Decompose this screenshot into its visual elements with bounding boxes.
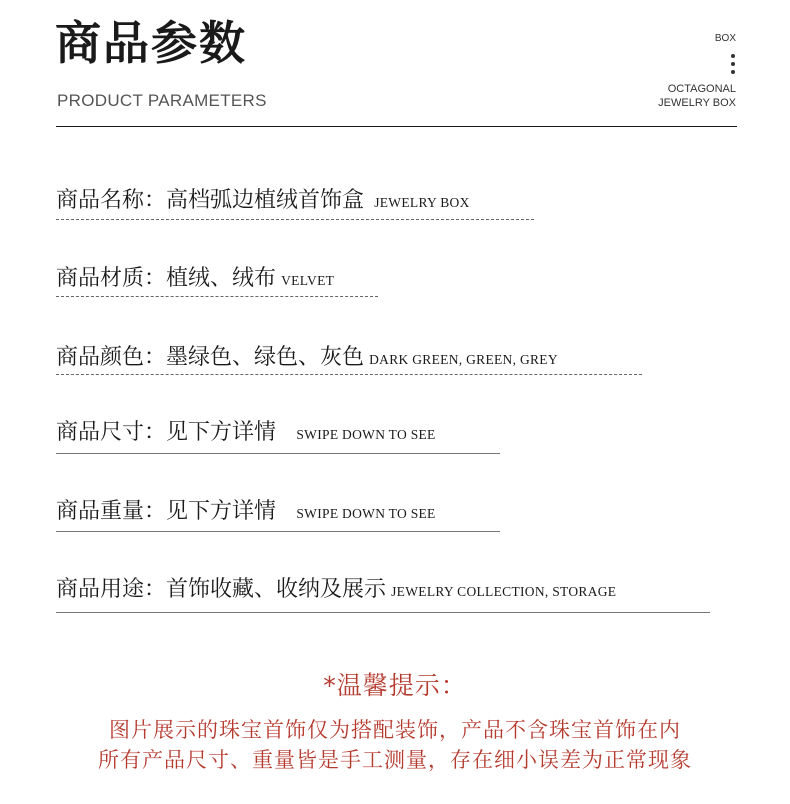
param-row-size (56, 415, 436, 446)
param-english: JEWELRY COLLECTION, STORAGE (391, 584, 617, 599)
row-divider (56, 612, 710, 613)
param-label: 商品重量： (56, 499, 167, 524)
param-label: 商品用途： (56, 577, 167, 602)
row-divider (56, 296, 378, 297)
param-value: 见下方详情 (166, 499, 277, 524)
notice-line-1: 图片展示的珠宝首饰仅为搭配装饰，产品不含珠宝首饰在内 (109, 718, 681, 742)
row-divider (56, 453, 500, 454)
param-row-usage (56, 572, 616, 603)
param-label: 商品材质： (56, 266, 167, 291)
header-divider (56, 126, 737, 127)
param-label: 商品颜色： (56, 345, 167, 370)
row-divider (56, 374, 642, 375)
notice-line-2: 所有产品尺寸、重量皆是手工测量，存在细小误差为正常现象 (98, 748, 692, 772)
param-english: SWIPE DOWN TO SEE (296, 506, 436, 521)
box-label: BOX (714, 33, 736, 44)
product-line-1: OCTAGONAL (667, 83, 736, 95)
param-value: 高档弧边植绒首饰盒 (166, 188, 365, 213)
product-line-label (658, 82, 736, 110)
param-row-weight (56, 494, 436, 525)
param-english: JEWELRY BOX (374, 195, 470, 210)
param-value: 植绒、绒布 (166, 266, 277, 291)
product-line-2: JEWELRY BOX (658, 97, 736, 109)
param-english: SWIPE DOWN TO SEE (296, 427, 436, 442)
param-value: 见下方详情 (166, 420, 277, 445)
page-subtitle: PRODUCT PARAMETERS (57, 91, 267, 110)
param-value: 首饰收藏、收纳及展示 (166, 577, 387, 602)
page-title: 商品参数 (55, 16, 247, 70)
vertical-dots-icon (731, 54, 737, 78)
param-row-name (56, 183, 470, 214)
param-row-material (56, 261, 334, 292)
row-divider (56, 219, 534, 220)
param-value: 墨绿色、绿色、灰色 (166, 345, 365, 370)
param-label: 商品尺寸： (56, 420, 167, 445)
param-label: 商品名称： (56, 188, 167, 213)
row-divider (56, 531, 500, 532)
param-english: DARK GREEN, GREEN, GREY (369, 352, 558, 367)
param-english: VELVET (281, 273, 335, 288)
notice-title: *温馨提示： (323, 671, 467, 700)
param-row-color (56, 340, 558, 371)
